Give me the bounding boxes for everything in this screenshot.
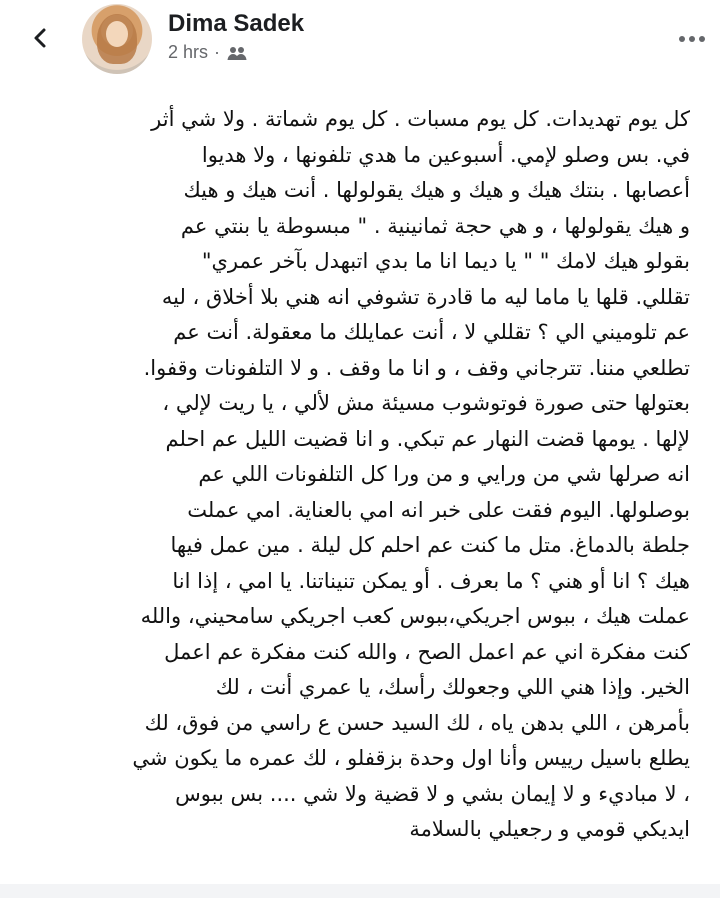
post-line: ايديكي قومي و رجعيلي بالسلامة — [409, 817, 690, 841]
post-line: كل يوم تهديدات. كل يوم مسبات . كل يوم شماتة . ولا شي أثر — [151, 107, 690, 131]
post-line: في. بس وصلو لإمي. أسبوعين ما هدي تلفونها ، ولا هديوا — [201, 142, 690, 167]
back-arrow-icon — [28, 26, 52, 54]
post-line: عم تلوميني الي ؟ تقللي لا ، أنت عمايلك ما معقولة. أنت عم — [173, 320, 690, 344]
avatar-face-shape — [106, 21, 128, 47]
post-line: ، لا مباديء و لا إيمان بشي و لا قضية ولا شي .... بس ببوس — [175, 781, 690, 806]
avatar[interactable] — [82, 4, 152, 74]
post-time[interactable]: 2 hrs — [168, 42, 209, 62]
post-header — [0, 0, 720, 90]
post-line: انه صرلها شي من ورايي و من ورا كل التلفونات اللي عم — [198, 462, 690, 486]
post-line: تقللي. قلها يا ماما ليه ما قادرة تشوفي انه هني بلا أخلاق ، ليه — [161, 284, 690, 309]
more-options-icon — [677, 28, 707, 47]
post-line: تطلعي مننا. تترجاني وقف ، و انا ما وقف . و لا التلفونات وقفوا. — [143, 355, 690, 380]
post-line: بعتولها حتى صورة فوتوشوب مسيئة مش لألي ، يا ريت لإلي ، — [162, 391, 690, 415]
post-line: يطلع باسيل رييس وأنا اول وحدة بزقفلو ، لك عمره ما يكون شي — [132, 746, 690, 770]
post-line: بأمرهن ، اللي بدهن ياه ، لك السيد حسن ع راسي من فوق، لك — [144, 710, 690, 735]
post-body — [30, 102, 690, 848]
more-options-button[interactable] — [676, 26, 708, 48]
meta-separator: · — [214, 42, 221, 62]
author-name[interactable]: Dima Sadek — [168, 10, 305, 37]
friends-icon[interactable] — [226, 44, 250, 62]
post-line: و هيك يقولولها ، و هي حجة ثمانينية . " مبسوطة يا بنتي عم — [180, 213, 690, 238]
post-line: كنت مفكرة اني عم اعمل الصح ، والله كنت مفكرة عم اعمل — [164, 639, 690, 664]
bottom-divider — [0, 884, 720, 898]
post-line: هيك ؟ انا أو هني ؟ ما بعرف . أو يمكن تنيناتنا. يا امي ، إذا انا — [172, 568, 690, 593]
back-button[interactable] — [22, 22, 58, 58]
post-line: الخير. وإذا هني اللي وجعولك رأسك، يا عمري أنت ، لك — [215, 675, 690, 699]
post-line: لإلها . يومها قضت النهار عم تبكي. و انا قضيت الليل عم احلم — [165, 426, 690, 451]
post-line: بقولو هيك لامك " " يا ديما انا ما بدي اتبهدل بآخر عمري" — [201, 249, 690, 273]
post-line: عملت هيك ، ببوس اجريكي،ببوس كعب اجريكي سامحيني، والله — [140, 604, 690, 628]
post-line: أعصابها . بنتك هيك و هيك و هيك يقولولها . أنت هيك و هيك — [183, 178, 690, 202]
post-line: جلطة بالدماغ. متل ما كنت عم احلم كل ليلة . مين عمل فيها — [170, 533, 690, 557]
post-meta — [168, 42, 250, 63]
post-line: بوصلولها. اليوم فقت على خبر انه امي بالعناية. امي عملت — [187, 497, 690, 522]
